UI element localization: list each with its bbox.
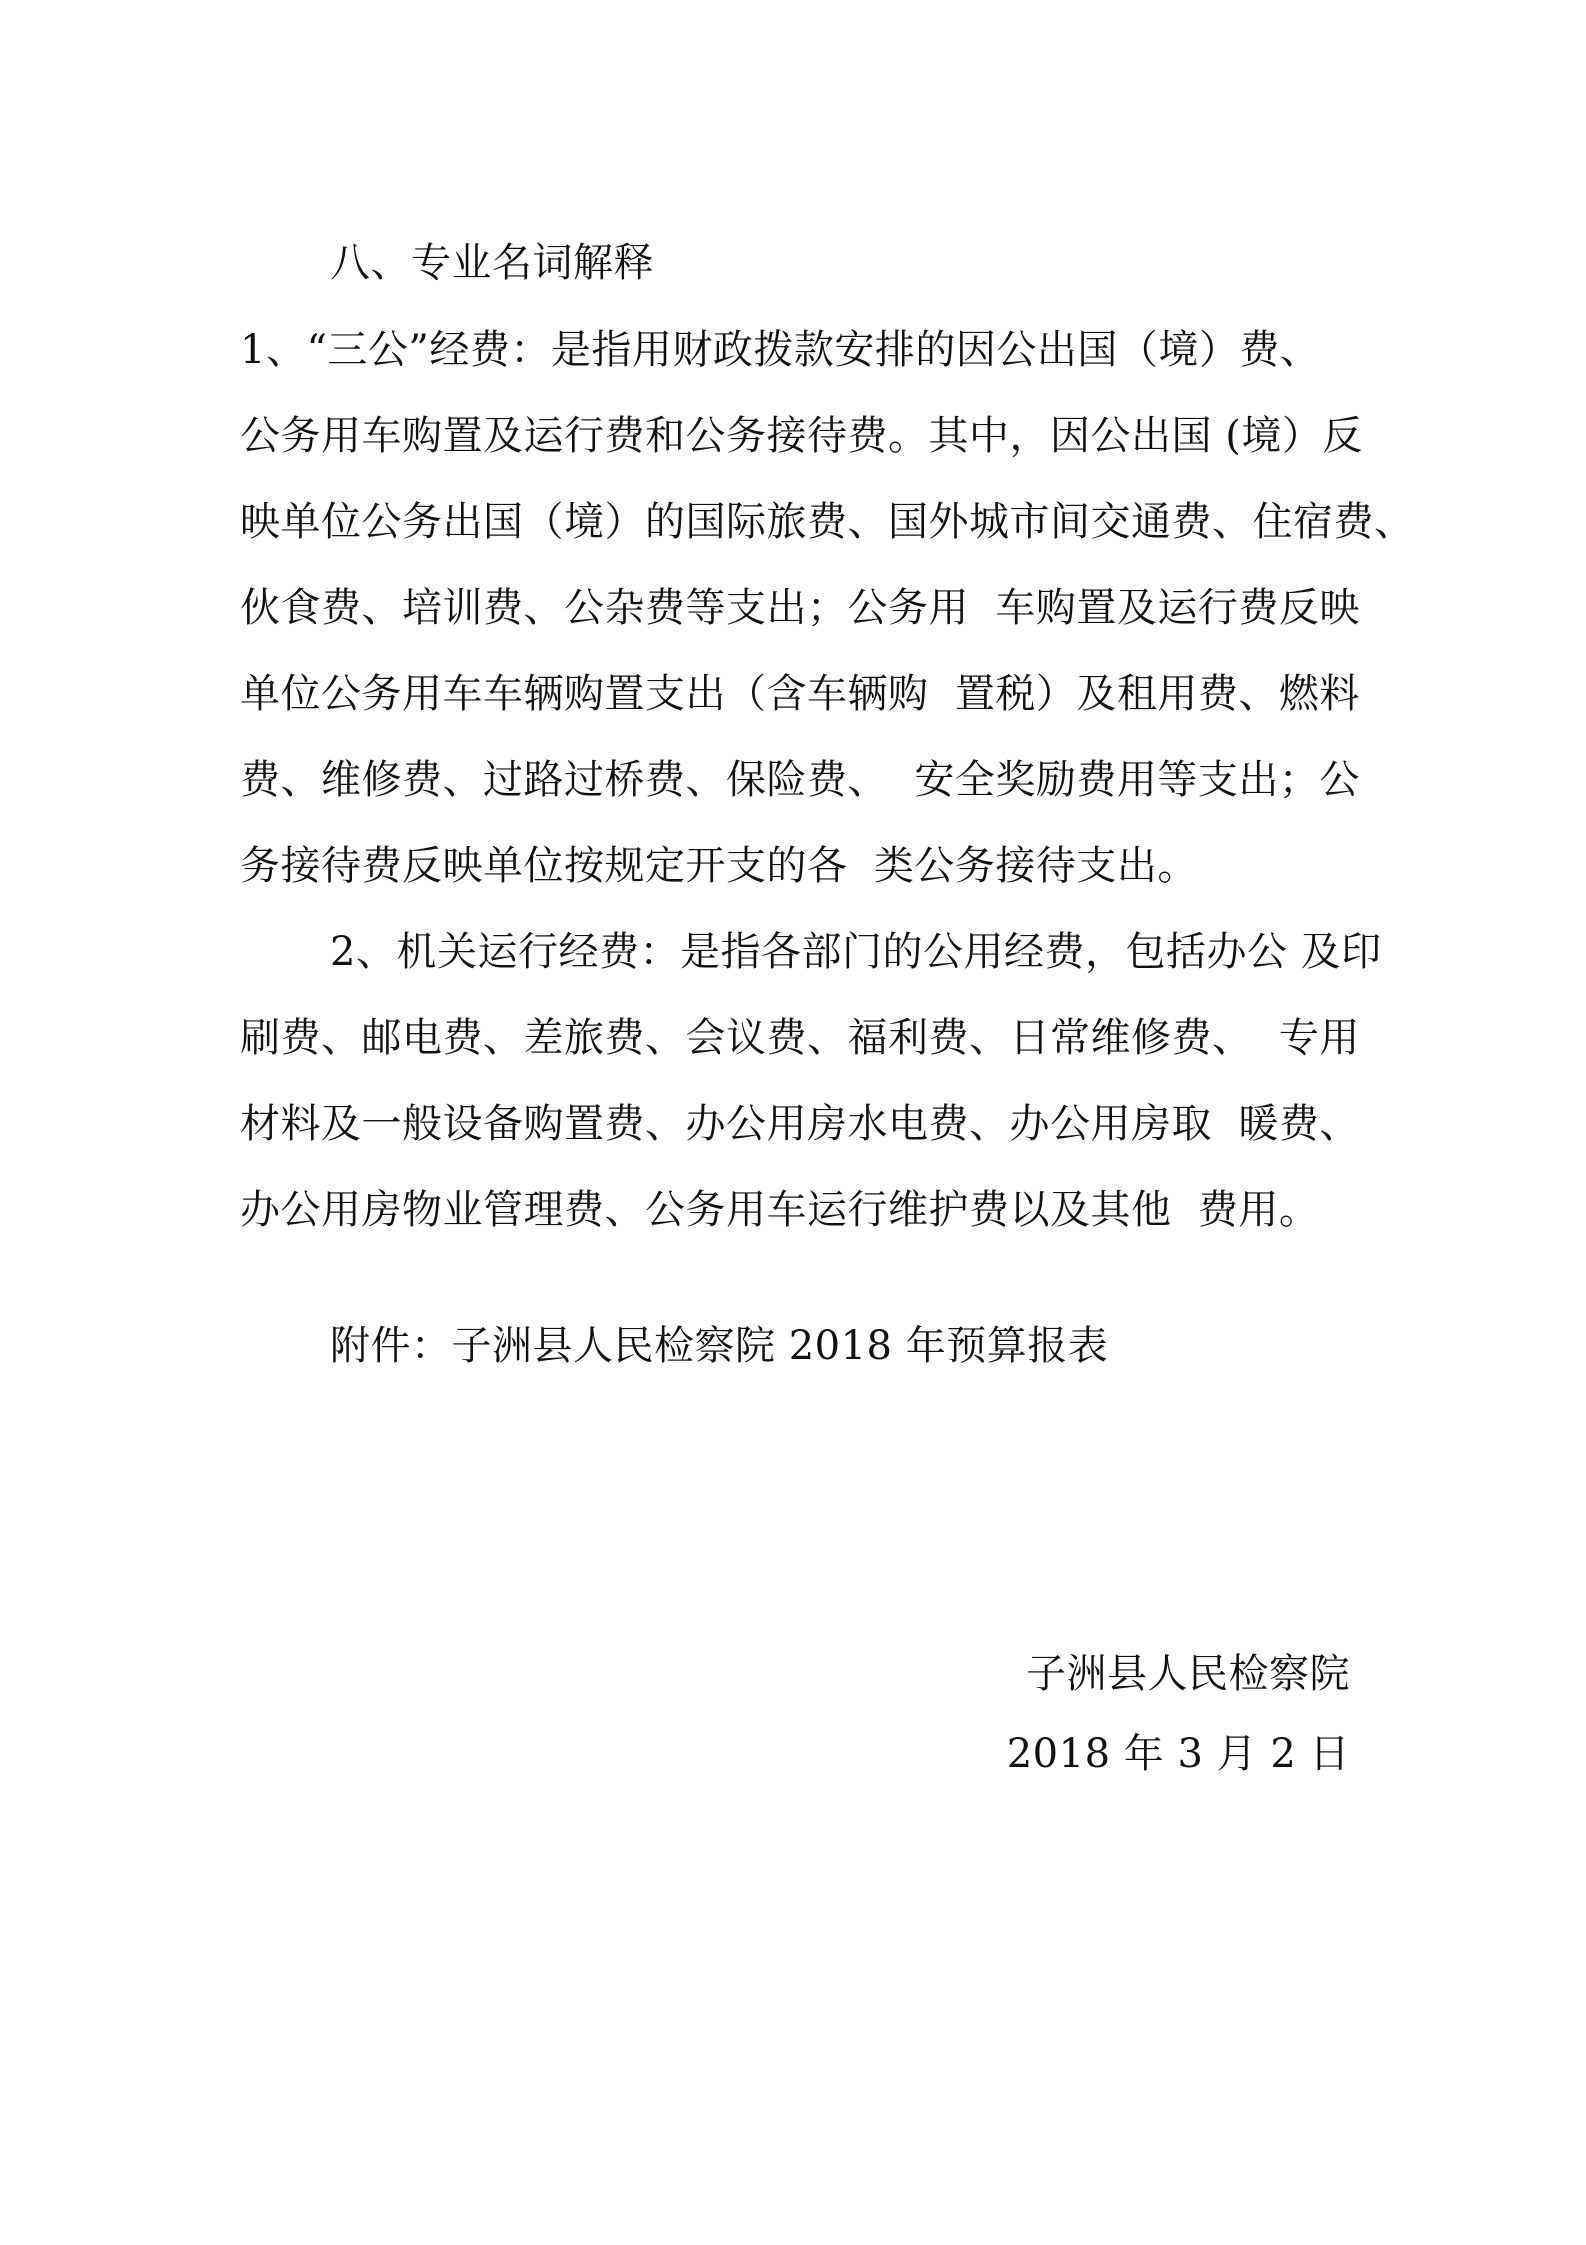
signature-organization: 子洲县人民检察院 — [1026, 1651, 1350, 1697]
paragraph-1-line-7: 务接待费反映单位按规定开支的各 类公务接待支出。 — [240, 843, 1198, 889]
paragraph-1-line-1: 1、“三公”经费：是指用财政拨款安排的因公出国（境）费、 — [240, 327, 1321, 373]
paragraph-1-line-4: 伙食费、培训费、公杂费等支出；公务用 车购置及运行费反映 — [240, 585, 1360, 631]
section-heading: 八、专业名词解释 — [330, 240, 654, 286]
attachment-note: 附件：子洲县人民检察院 2018 年预算报表 — [330, 1323, 1109, 1369]
paragraph-2-line-1: 2、机关运行经费：是指各部门的公用经费，包括办公 及印 — [330, 929, 1382, 975]
paragraph-1-line-3: 映单位公务出国（境）的国际旅费、国外城市间交通费、住宿费、 — [240, 499, 1415, 545]
paragraph-1-line-6: 费、维修费、过路过桥费、保险费、 安全奖励费用等支出；公 — [240, 757, 1360, 803]
paragraph-2-line-3: 材料及一般设备购置费、办公用房水电费、办公用房取 暖费、 — [240, 1101, 1360, 1147]
paragraph-2-line-2: 刷费、邮电费、差旅费、会议费、福利费、日常维修费、 专用 — [240, 1015, 1360, 1061]
paragraph-1-line-5: 单位公务用车车辆购置支出（含车辆购 置税）及租用费、燃料 — [240, 671, 1360, 717]
signature-date: 2018 年 3 月 2 日 — [1006, 1731, 1350, 1777]
paragraph-1-line-2: 公务用车购置及运行费和公务接待费。其中，因公出国 (境）反 — [240, 413, 1363, 459]
paragraph-2-line-4: 办公用房物业管理费、公务用车运行维护费以及其他 费用。 — [240, 1187, 1320, 1233]
